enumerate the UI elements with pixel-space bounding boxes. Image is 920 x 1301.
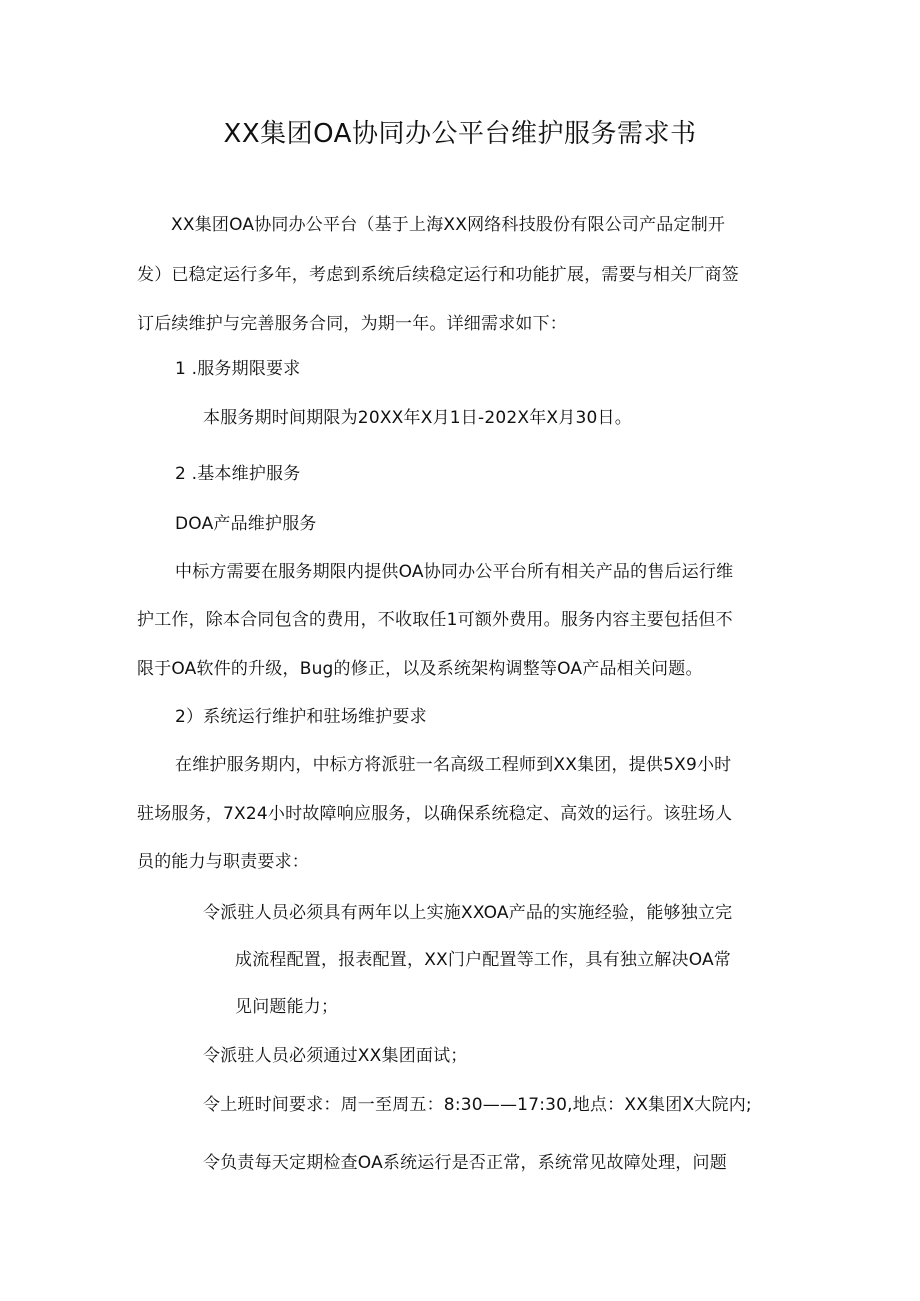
subsection-1-line-3: 限于OA软件的升级，Bug的修正，以及系统架构调整等OA产品相关问题。 (137, 659, 703, 679)
bullet-1-line-3: 见问题能力； (235, 997, 339, 1017)
subsection-1-heading: DOA产品维护服务 (175, 514, 317, 534)
subsection-2-heading: 2）系统运行维护和驻场维护要求 (175, 707, 427, 727)
intro-line-2: 发）已稳定运行多年，考虑到系统后续稳定运行和功能扩展，需要与相关厂商签 (137, 265, 739, 285)
bullet-4-line-1: 令负责每天定期检查OA系统运行是否正常，系统常见故障处理，问题 (203, 1153, 727, 1173)
bullet-1-line-1: 令派驻人员必须具有两年以上实施XXOA产品的实施经验，能够独立完 (203, 903, 733, 923)
subsection-2-line-3: 员的能力与职责要求： (137, 852, 309, 872)
intro-line-1: XX集团OA协同办公平台（基于上海XX网络科技股份有限公司产品定制开 (171, 215, 726, 235)
document-title: XX集团OA协同办公平台维护服务需求书 (223, 119, 697, 149)
bullet-1-line-2: 成流程配置，报表配置，XX门户配置等工作，具有独立解决OA常 (235, 950, 732, 970)
subsection-1-line-2: 护工作，除本合同包含的费用，不收取任1可额外费用。服务内容主要包括但不 (137, 610, 733, 630)
intro-line-3: 订后续维护与完善服务合同，为期一年。详细需求如下： (137, 314, 567, 334)
subsection-1-line-1: 中标方需要在服务期限内提供OA协同办公平台所有相关产品的售后运行维 (175, 562, 734, 582)
section-1-text: 本服务期时间期限为20XX年X月1日-202X年X月30日。 (203, 408, 632, 428)
section-1-heading: 1 .服务期限要求 (175, 359, 301, 379)
subsection-2-line-2: 驻场服务，7X24小时故障响应服务，以确保系统稳定、高效的运行。该驻场人 (137, 804, 733, 824)
subsection-2-line-1: 在维护服务期内，中标方将派驻一名高级工程师到XX集团，提供5X9小时 (175, 755, 732, 775)
section-2-heading: 2 .基本维护服务 (175, 464, 301, 484)
bullet-2: 令派驻人员必须通过XX集团面试； (203, 1046, 468, 1066)
bullet-3: 令上班时间要求：周一至周五：8:30——17:30,地点：XX集团X大院内; (203, 1095, 752, 1115)
